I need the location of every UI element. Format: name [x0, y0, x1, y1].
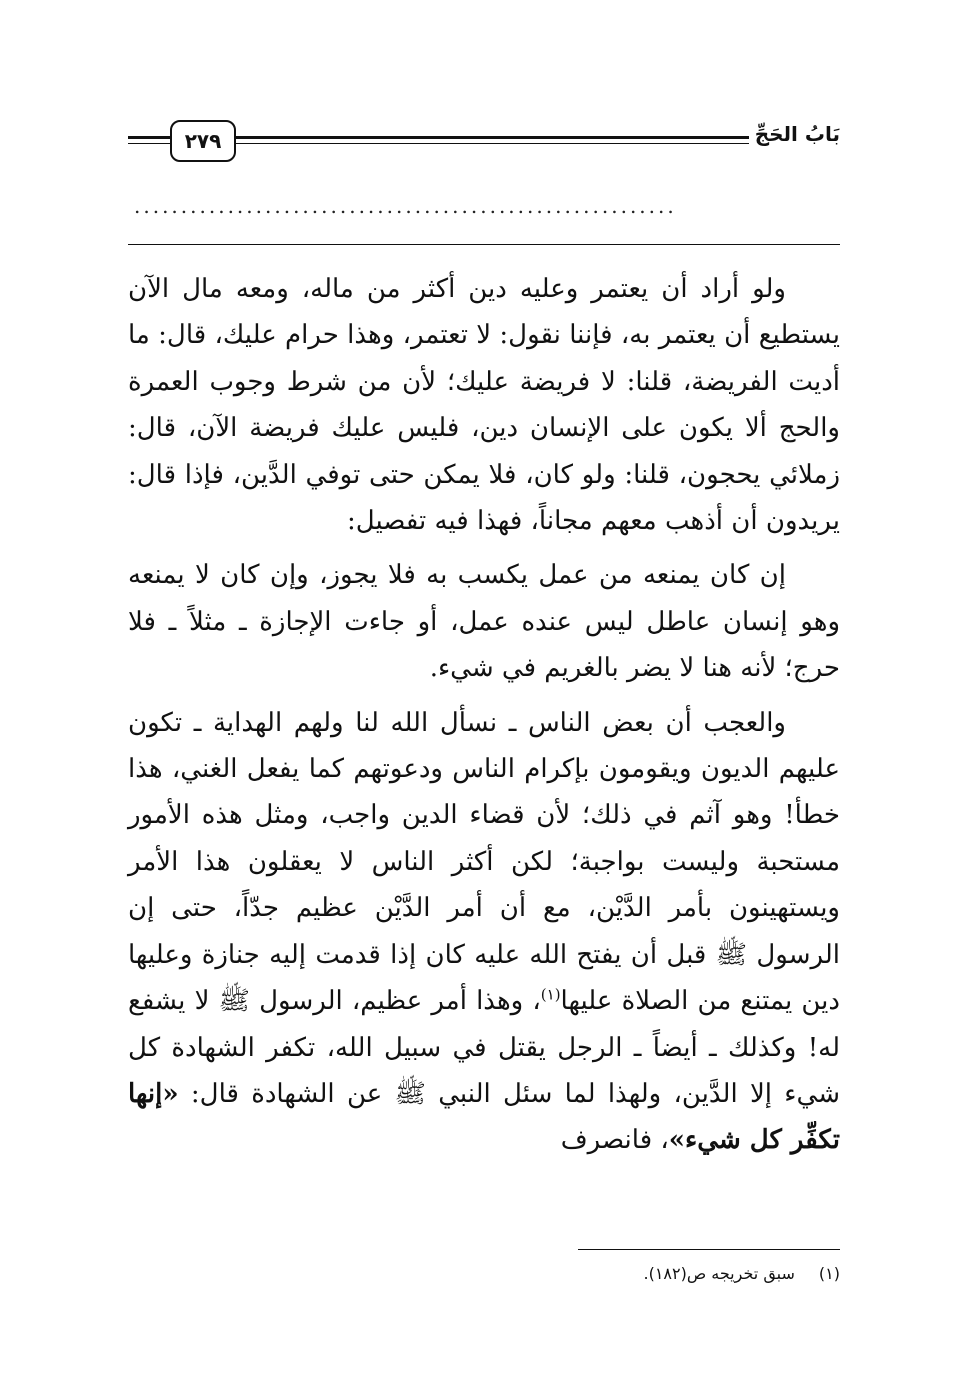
footnote-rule: [578, 1249, 840, 1250]
dotted-divider: ..........................................................: [134, 196, 677, 216]
chapter-title: بَابُ الحَجِّ: [749, 122, 840, 146]
paragraph-3-part-2: ، وهذا أمر عظيم، الرسول ﷺ لا يشفع له! وكذلك ـ أيضاً ـ الرجل يقتل في سبيل الله، تكفر الشهادة كل شيء إلا الدَّين، ولهذا لما سئل النبي ﷺ عن الشهادة قال:: [128, 986, 840, 1109]
paragraph-1: ولو أراد أن يعتمر وعليه دين أكثر من ماله، ومعه مال الآن يستطيع أن يعتمر به، فإننا نقول: لا تعتمر، وهذا حرام عليك، قال: ما أديت الفريضة، قلنا: لا فريضة عليك؛ لأن من شرط وجوب العمرة والحج ألا يكون على الإنسان دين، فليس عليك فريضة الآن، قال: زملائي يحجون، قلنا: ولو كان، فلا يمكن حتى توفي الدَّين، فإذا قال: يريدون أن أذهب معهم مجاناً، فهذا فيه تفصيل:: [128, 274, 840, 537]
top-rule: [128, 244, 840, 245]
footnote-number: (١): [818, 1264, 840, 1283]
paragraph-3-part-3: ، فانصرف: [560, 1125, 669, 1156]
page-number: ٢٧٩: [170, 120, 236, 162]
footnote: [643, 1264, 840, 1283]
header-rule-left-top: [128, 136, 172, 139]
paragraph-3: [128, 700, 840, 1164]
paragraph-3-part-1: والعجب أن بعض الناس ـ نسأل الله لنا ولهم الهداية ـ تكون عليهم الديون ويقومون بإكرام الناس ودعوتهم كما يفعل الغني، هذا خطأ! وهو آثم في ذلك؛ لأن قضاء الدين واجب، ومثل هذه الأمور مستحبة وليست بواجبة؛ لكن أكثر الناس لا يعقلون هذا الأمر ويستهينون بأمر الدَّيْن، مع أن أمر الدَّيْن عظيم جدّاً، حتى إن الرسول ﷺ قبل أن يفتح الله عليه كان إذا قدمت إليه جنازة وعليها دين يمتنع من الصلاة عليها: [128, 707, 840, 1017]
page-header: [128, 118, 840, 162]
body-text: [128, 266, 840, 1172]
paragraph-2: إن كان يمنعه من عمل يكسب به فلا يجوز، وإن كان لا يمنعه وهو إنسان عاطل ليس عنده عمل، أو جاءت الإجازة ـ مثلاً ـ فلا حرج؛ لأنه هنا لا يضر بالغريم في شيء.: [128, 560, 840, 684]
footnote-reference[interactable]: (١): [540, 985, 561, 1004]
footnote-text: سبق تخريجه ص(١٨٢).: [643, 1264, 795, 1283]
header-rule-left-bottom: [128, 143, 172, 144]
hadith-quote: «إنها تكفِّر كل شيء»: [128, 1078, 840, 1156]
